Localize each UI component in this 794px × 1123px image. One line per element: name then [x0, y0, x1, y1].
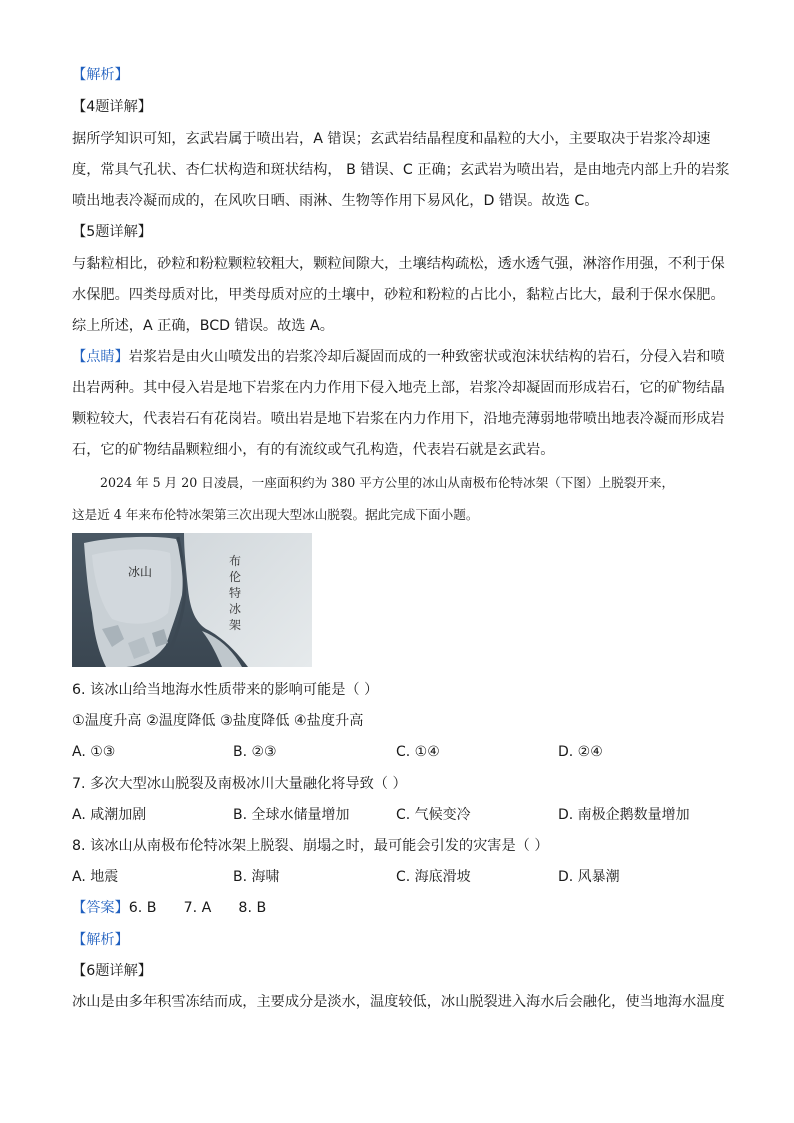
shelf-label-char: 冰: [229, 602, 242, 616]
q6-text-line: 冰山是由多年积雪冻结而成，主要成分是淡水，温度较低，冰山脱裂进入海水后会融化，使当地海水温度: [72, 994, 725, 1010]
question-7-option-c: C. 气候变冷: [396, 807, 471, 823]
question-7-option-d: D. 南极企鹅数量增加: [558, 807, 690, 823]
answer-heading: 【答案】: [72, 900, 129, 916]
q5-text-line: 与黏粒相比，砂粒和粉粒颗粒较粗大，颗粒间隙大，土壤结构疏松，透水透气强，淋溶作用强，不利于保: [72, 256, 725, 272]
answer-line: [72, 898, 266, 918]
q5-text-line: 综上所述，A 正确，BCD 错误。故选 A。: [72, 318, 334, 334]
question-8-option-d: D. 风暴潮: [558, 869, 620, 885]
question-8-option-a: A. 地震: [72, 869, 119, 885]
question-6-stem: 6. 该冰山给当地海水性质带来的影响可能是（ ）: [72, 682, 379, 698]
question-8-stem: 8. 该冰山从南极布伦特冰架上脱裂、崩塌之时，最可能会引发的灾害是（ ）: [72, 838, 549, 854]
ice-shelf-satellite-image: [72, 533, 312, 667]
question-intro-line: 这是近 4 年来布伦特冰架第三次出现大型冰山脱裂。据此完成下面小题。: [72, 507, 479, 522]
question-6-items: ①温度升高 ②温度降低 ③盐度降低 ④盐度升高: [72, 713, 364, 729]
q4-text-line: 度，常具气孔状、杏仁状构造和斑状结构， B 错误、C 正确；玄武岩为喷出岩，是由地壳内部上升的岩浆: [72, 162, 730, 178]
question-intro-line: 2024 年 5 月 20 日凌晨，一座面积约为 380 平方公里的冰山从南极布伦特冰架（下图）上脱裂开来，: [100, 475, 675, 490]
analysis-heading-2: 【解析】: [72, 932, 129, 948]
q5-detail-heading: 【5题详解】: [72, 224, 152, 240]
shelf-label-char: 布: [229, 554, 242, 568]
q4-text-line: 据所学知识可知，玄武岩属于喷出岩，A 错误；玄武岩结晶程度和晶粒的大小，主要取决于岩浆冷却速: [72, 131, 711, 147]
tip-text: 岩浆岩是由火山喷发出的岩浆冷却后凝固而成的一种致密状或泡沫状结构的岩石，分侵入岩和喷: [128, 349, 725, 365]
question-7-option-a: A. 咸潮加剧: [72, 807, 147, 823]
q6-detail-heading: 【6题详解】: [72, 963, 152, 979]
tip-text-line: 出岩两种。其中侵入岩是地下岩浆在内力作用下侵入地壳上部，岩浆冷却凝固而形成岩石，它的矿物结晶: [72, 380, 725, 396]
tip-text-line: 颗粒较大，代表岩石有花岗岩。喷出岩是地下岩浆在内力作用下，沿地壳薄弱地带喷出地表冷凝而形成岩: [72, 411, 725, 427]
question-8-option-b: B. 海啸: [233, 869, 280, 885]
question-7-stem: 7. 多次大型冰山脱裂及南极冰川大量融化将导致（ ）: [72, 776, 407, 792]
question-6-option-d: D. ②④: [558, 744, 603, 760]
q4-detail-heading: 【4题详解】: [72, 99, 152, 115]
iceberg-label: 冰山: [128, 565, 153, 579]
q4-text-line: 喷出地表冷凝而成的，在风吹日晒、雨淋、生物等作用下易风化，D 错误。故选 C。: [72, 193, 599, 209]
question-7-option-b: B. 全球水储量增加: [233, 807, 350, 823]
analysis-heading: 【解析】: [72, 67, 129, 83]
question-6-option-c: C. ①④: [396, 744, 440, 760]
question-6-option-a: A. ①③: [72, 744, 116, 760]
tip-heading: 【点睛】: [72, 349, 129, 365]
question-6-option-b: B. ②③: [233, 744, 277, 760]
shelf-label-char: 特: [229, 586, 242, 600]
shelf-label-char: 伦: [229, 570, 242, 584]
question-8-option-c: C. 海底滑坡: [396, 869, 471, 885]
shelf-label-char: 架: [229, 618, 242, 632]
q5-text-line: 水保肥。四类母质对比，甲类母质对应的土壤中，砂粒和粉粒的占比小，黏粒占比大，最利于保水保肥。: [72, 287, 725, 303]
tip-text-line: [72, 347, 725, 367]
answer-text: 6. B 7. A 8. B: [128, 900, 267, 916]
tip-text-line: 石，它的矿物结晶颗粒细小，有的有流纹或气孔构造，代表岩石就是玄武岩。: [72, 442, 555, 458]
